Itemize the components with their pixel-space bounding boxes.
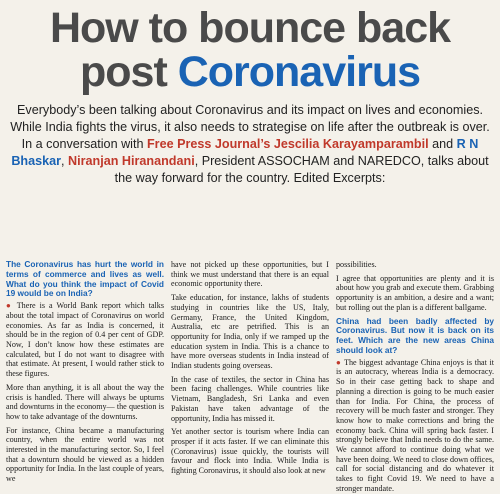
answer-paragraph-text: The biggest advantage China enjoys is that it is an autocracy, whereas India is a democracy. So in their case getting back to shape and planning a direction is going to be much easier than for India. For China, the process of recovery will be much faster and stronger. They know how to make corrections and bring the economy back. China will spring back faster. I strongly believe that India needs to do the same. We cannot afford to continue doing what we have been doing. We need to close down offices, call for social distancing and do whatever it takes to fight Covid 19. We need to have a stronger mandate.	[336, 357, 494, 493]
answer-paragraph-text: There is a World Bank report which talks about the total impact of Coronavirus on world economies. As far as India is concerned, it should be in the region of 0.4 per cent of GDP. Now, I don’t know how these estimates are calculated, but I do not want to disagree with that estimate. At present, I would rather stick to these figures.	[6, 301, 164, 379]
bullet-icon: ●	[336, 357, 345, 367]
article-columns	[6, 259, 494, 493]
headline-line2-accent: Coronavirus	[177, 48, 420, 96]
answer-paragraph: I agree that opportunities are plenty and it is about how you grab and execute them. Grabbing opportunity is an ambition, a desire and a want; but rolling out the plan is a different ballgame.	[336, 273, 494, 312]
headline	[0, 6, 500, 94]
answer-paragraph	[336, 358, 494, 494]
column-2	[171, 260, 329, 476]
answer-paragraph: For instance, China became a manufacturing country, when the entire world was not interested in the manufacturing sector. So, I feel that a downturn should be viewed as a hidden opportunity for India. In the last couple of years, we	[6, 425, 164, 484]
person-1-name: R N Bhaskar	[11, 137, 479, 168]
headline-line1: How to bounce back	[49, 4, 451, 52]
answer-paragraph: have not picked up these opportunities, but I think we must understand that there is an equal economic opportunity there.	[171, 260, 329, 289]
answer-paragraph: Take education, for instance, lakhs of students studying in countries like the US, Italy, Germany, France, the United Kingdom, Australia, etc are petrified. This is an opportunity for India, only if we ramped up the education system in India. This is a chance to have more overseas students in India instead of Indian students going overseas.	[171, 293, 329, 371]
answer-paragraph	[6, 301, 164, 379]
person-2-name: Niranjan Hiranandani	[68, 154, 195, 168]
intro-text-4: , President ASSOCHAM and NAREDCO, talks about the way forward for the country. Edited Excerpts:	[114, 154, 489, 185]
headline-line2	[0, 50, 500, 94]
answer-paragraph: More than anything, it is all about the way the crisis is handled. There will always be upturns and downturns in the economy— the question is how to take advantage of the downturns.	[6, 382, 164, 421]
headline-line2-prefix: post	[80, 48, 178, 96]
intro-text-2: and	[428, 137, 457, 151]
answer-paragraph: Yet another sector is tourism where India can prosper if it acts faster. If we can eliminate this (Coronavirus) issue quickly, the tourists will favour and flock into India. While India is fighting Coronavirus, it should also look at new	[171, 427, 329, 476]
column-1	[6, 259, 164, 484]
intro-text-1: Everybody’s been talking about Coronavirus and its impact on lives and economies. While India fights the virus, it also needs to strategise on life after the outbreak is over. In a conversation with	[10, 103, 490, 151]
column-3	[336, 260, 494, 493]
bullet-icon: ●	[6, 301, 17, 311]
answer-paragraph: In the case of textiles, the sector in China has been facing challenges. While countries like Vietnam, Bangladesh, Sri Lanka and even Pakistan have taken advantage of the opportunity, India has missed it.	[171, 374, 329, 423]
intro-paragraph	[10, 102, 490, 187]
answer-paragraph: possibilities.	[336, 260, 377, 269]
publication-name: Free Press Journal’s	[146, 137, 271, 151]
question-1: The Coronavirus has hurt the world in terms of commerce and lives as well. What do you think the impact of Covid 19 would be on India?	[6, 259, 164, 299]
reporter-name: Jescilia Karayamparambil	[273, 137, 429, 151]
question-2: China had been badly affected by Coronavirus. But now it is back on its feet. Which are the new areas China should look at?	[336, 315, 494, 355]
intro-text-3: ,	[61, 154, 69, 168]
